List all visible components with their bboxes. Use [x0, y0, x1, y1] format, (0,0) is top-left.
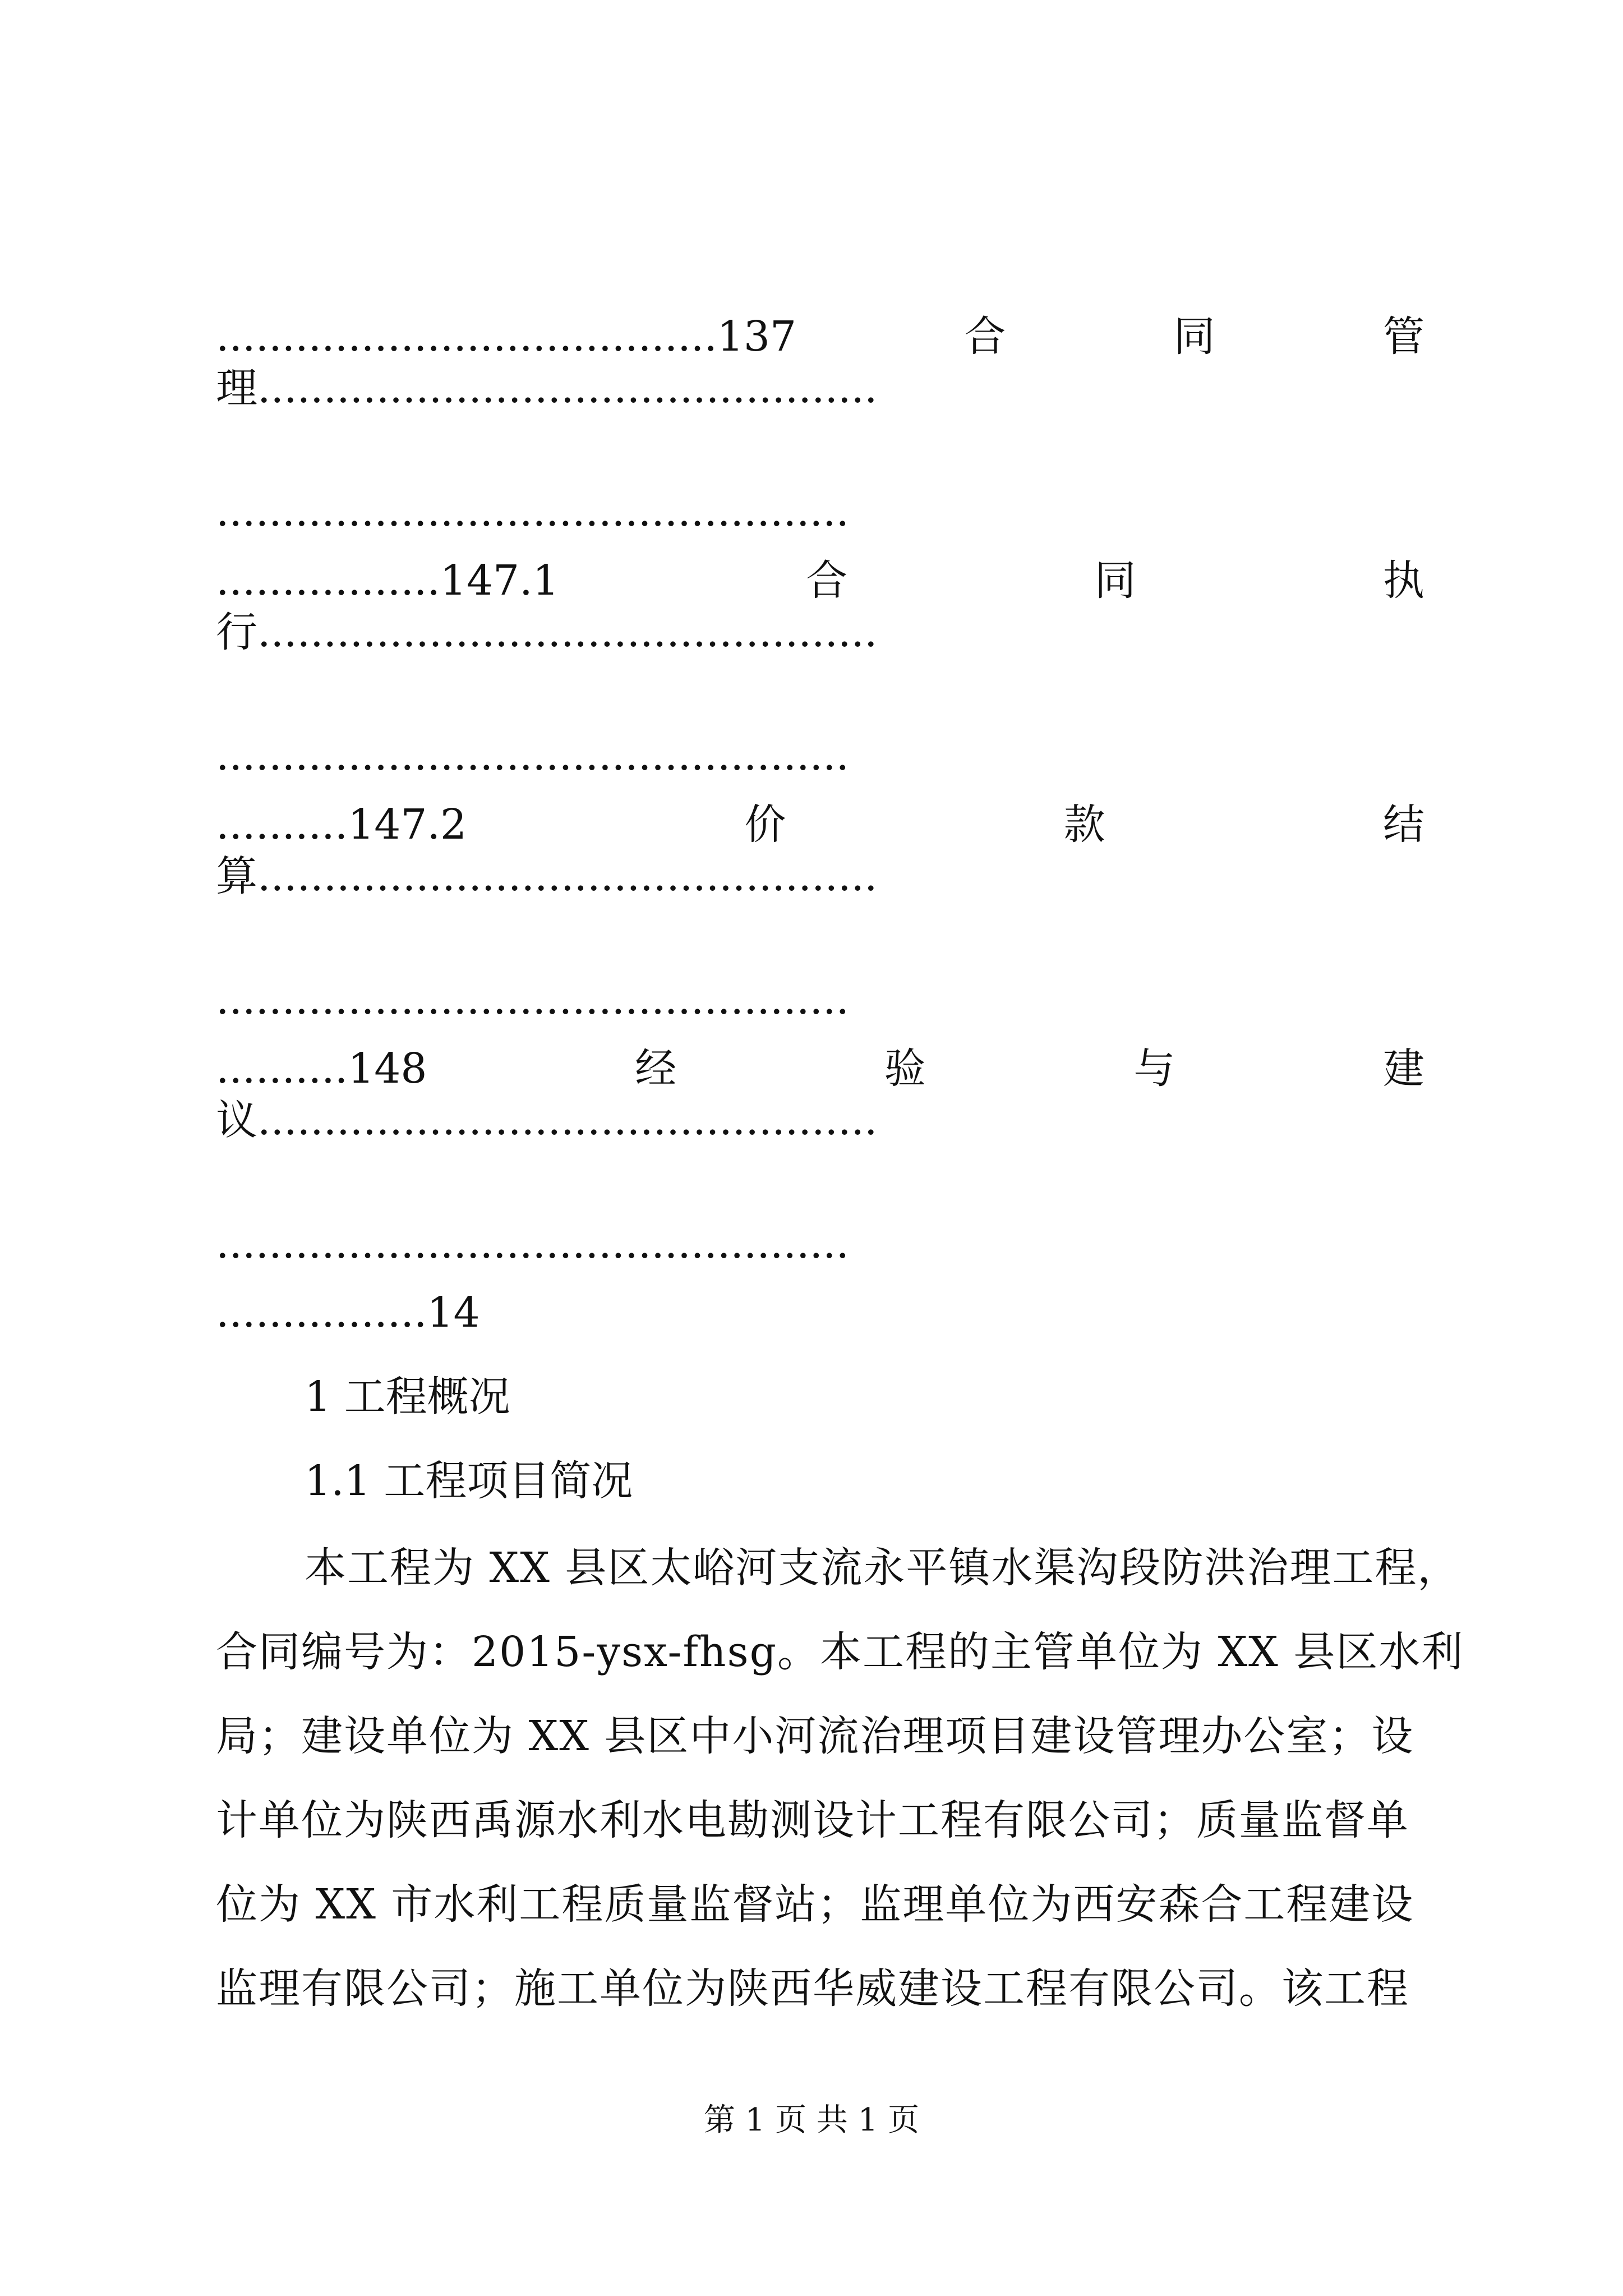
toc-line: 算...............................................	[216, 852, 878, 900]
paragraph-line: 监理有限公司；施工单位为陕西华威建设工程有限公司。该工程	[216, 1964, 1409, 2013]
toc-line: 理...............................................	[216, 364, 878, 412]
toc-leader: ......................................137	[216, 312, 797, 361]
toc-line: ................................................	[216, 1220, 850, 1268]
toc-word: 验	[884, 1045, 926, 1093]
toc-line-price-settlement	[216, 797, 1424, 853]
toc-word: 建	[1382, 1045, 1424, 1093]
paragraph-line: 位为 XX 市水利工程质量监督站；监理单位为西安森合工程建设	[216, 1880, 1414, 1929]
toc-line: ................................................	[216, 487, 850, 536]
paragraph-line: 计单位为陕西禹源水利水电勘测设计工程有限公司；质量监督单	[216, 1796, 1409, 1844]
toc-word: 同	[1173, 312, 1215, 361]
section-heading: 1 工程概况	[305, 1373, 510, 1421]
toc-word: 合	[806, 556, 848, 605]
toc-leader: .................147.1	[216, 556, 559, 605]
toc-word: 与	[1133, 1045, 1175, 1093]
toc-word: 款	[1063, 800, 1105, 849]
toc-word: 同	[1094, 556, 1136, 605]
page-footer: 第 1 页 共 1 页	[703, 2102, 920, 2138]
toc-word: 经	[635, 1045, 677, 1093]
toc-leader: ..........147.2	[216, 800, 467, 849]
toc-word: 结	[1382, 800, 1424, 849]
toc-line-contract-execution	[216, 553, 1424, 609]
paragraph-line: 合同编号为：2015-ysx-fhsg。本工程的主管单位为 XX 县区水利	[216, 1628, 1464, 1676]
toc-line: ................................................	[216, 976, 850, 1024]
toc-word: 价	[744, 800, 786, 849]
toc-word: 管	[1383, 312, 1424, 361]
paragraph-line: 本工程为 XX 县区太峪河支流永平镇水渠沟段防洪治理工程，	[305, 1544, 1460, 1592]
toc-line: ................14	[216, 1289, 480, 1337]
toc-line: 行...............................................	[216, 608, 878, 656]
toc-line: ................................................	[216, 731, 850, 780]
toc-word: 合	[964, 312, 1006, 361]
toc-leader: ..........148	[216, 1045, 427, 1093]
toc-line: 议...............................................	[216, 1096, 878, 1144]
toc-line-experience-advice	[216, 1041, 1424, 1097]
toc-word: 执	[1383, 556, 1424, 605]
toc-line-contract-management	[216, 309, 1424, 365]
paragraph-line: 局；建设单位为 XX 县区中小河流治理项目建设管理办公室；设	[216, 1712, 1414, 1760]
subsection-heading: 1.1 工程项目简况	[305, 1457, 633, 1505]
